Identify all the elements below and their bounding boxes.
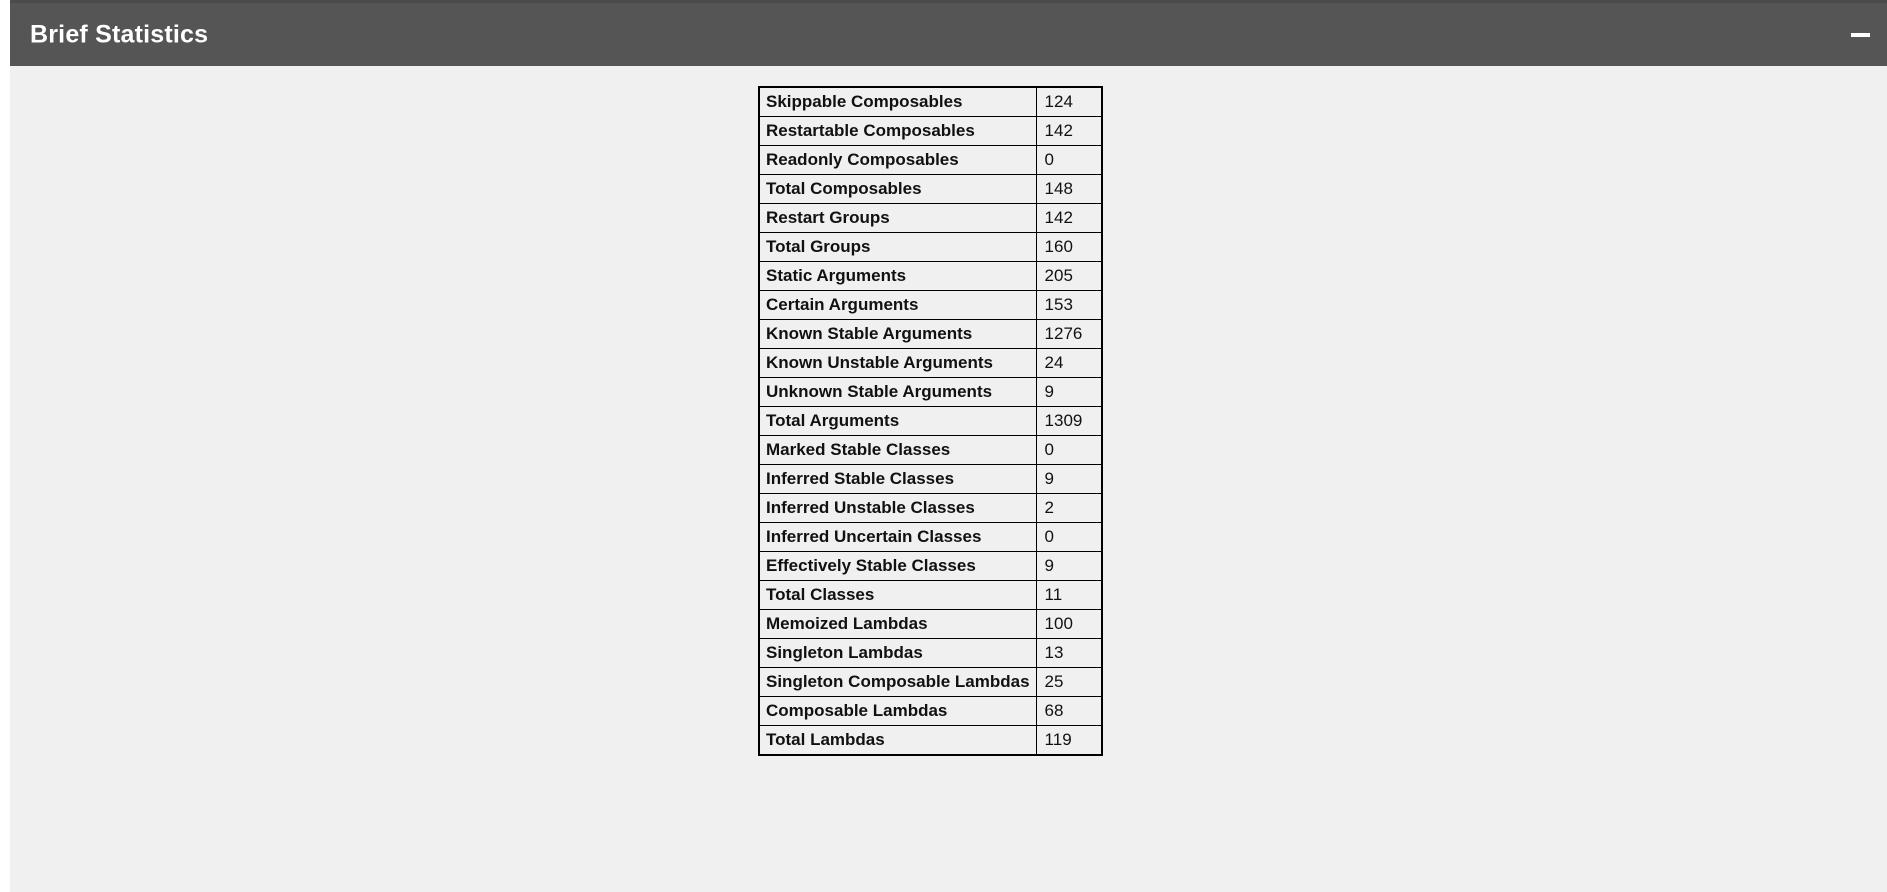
statistics-table-container [758, 86, 1103, 756]
stat-label: Singleton Lambdas [759, 639, 1036, 668]
page-title: Brief Statistics [30, 20, 209, 48]
window-content [10, 66, 1887, 892]
stat-label: Certain Arguments [759, 291, 1036, 320]
stat-label: Inferred Uncertain Classes [759, 523, 1036, 552]
stat-label: Inferred Unstable Classes [759, 494, 1036, 523]
stat-value: 119 [1036, 726, 1102, 756]
stat-label: Total Classes [759, 581, 1036, 610]
stat-label: Known Stable Arguments [759, 320, 1036, 349]
table-row [759, 523, 1102, 552]
table-row [759, 610, 1102, 639]
stat-value: 0 [1036, 436, 1102, 465]
table-row [759, 117, 1102, 146]
stat-label: Effectively Stable Classes [759, 552, 1036, 581]
table-row [759, 494, 1102, 523]
table-row [759, 639, 1102, 668]
table-row [759, 465, 1102, 494]
stat-value: 142 [1036, 204, 1102, 233]
table-row [759, 726, 1102, 756]
stat-value: 0 [1036, 146, 1102, 175]
minimize-button[interactable] [1845, 20, 1875, 50]
window-titlebar [10, 3, 1887, 66]
stat-value: 9 [1036, 552, 1102, 581]
stat-label: Marked Stable Classes [759, 436, 1036, 465]
minimize-icon [1851, 33, 1870, 37]
page-root [10, 0, 1887, 892]
stat-value: 1309 [1036, 407, 1102, 436]
table-row [759, 146, 1102, 175]
table-row [759, 204, 1102, 233]
stat-value: 9 [1036, 465, 1102, 494]
stat-value: 205 [1036, 262, 1102, 291]
stat-value: 124 [1036, 87, 1102, 117]
stat-label: Known Unstable Arguments [759, 349, 1036, 378]
stat-value: 24 [1036, 349, 1102, 378]
stat-value: 1276 [1036, 320, 1102, 349]
stat-value: 0 [1036, 523, 1102, 552]
stat-label: Singleton Composable Lambdas [759, 668, 1036, 697]
table-row [759, 407, 1102, 436]
stat-label: Total Groups [759, 233, 1036, 262]
stat-value: 25 [1036, 668, 1102, 697]
stat-value: 68 [1036, 697, 1102, 726]
stat-label: Static Arguments [759, 262, 1036, 291]
table-row [759, 233, 1102, 262]
table-row [759, 668, 1102, 697]
table-row [759, 378, 1102, 407]
stat-value: 11 [1036, 581, 1102, 610]
table-row [759, 436, 1102, 465]
statistics-table-body [759, 87, 1102, 755]
stat-label: Composable Lambdas [759, 697, 1036, 726]
table-row [759, 581, 1102, 610]
stat-label: Skippable Composables [759, 87, 1036, 117]
stat-label: Total Composables [759, 175, 1036, 204]
table-row [759, 291, 1102, 320]
table-row [759, 175, 1102, 204]
stat-value: 2 [1036, 494, 1102, 523]
stat-label: Total Lambdas [759, 726, 1036, 756]
table-row [759, 262, 1102, 291]
stat-value: 153 [1036, 291, 1102, 320]
stat-label: Restartable Composables [759, 117, 1036, 146]
table-row [759, 552, 1102, 581]
stat-label: Readonly Composables [759, 146, 1036, 175]
stat-value: 148 [1036, 175, 1102, 204]
stat-label: Inferred Stable Classes [759, 465, 1036, 494]
stat-label: Unknown Stable Arguments [759, 378, 1036, 407]
stat-label: Memoized Lambdas [759, 610, 1036, 639]
stat-value: 9 [1036, 378, 1102, 407]
table-row [759, 697, 1102, 726]
stat-label: Total Arguments [759, 407, 1036, 436]
stat-value: 100 [1036, 610, 1102, 639]
table-row [759, 87, 1102, 117]
statistics-table [758, 86, 1103, 756]
stat-label: Restart Groups [759, 204, 1036, 233]
stat-value: 13 [1036, 639, 1102, 668]
table-row [759, 320, 1102, 349]
table-row [759, 349, 1102, 378]
stat-value: 160 [1036, 233, 1102, 262]
stat-value: 142 [1036, 117, 1102, 146]
